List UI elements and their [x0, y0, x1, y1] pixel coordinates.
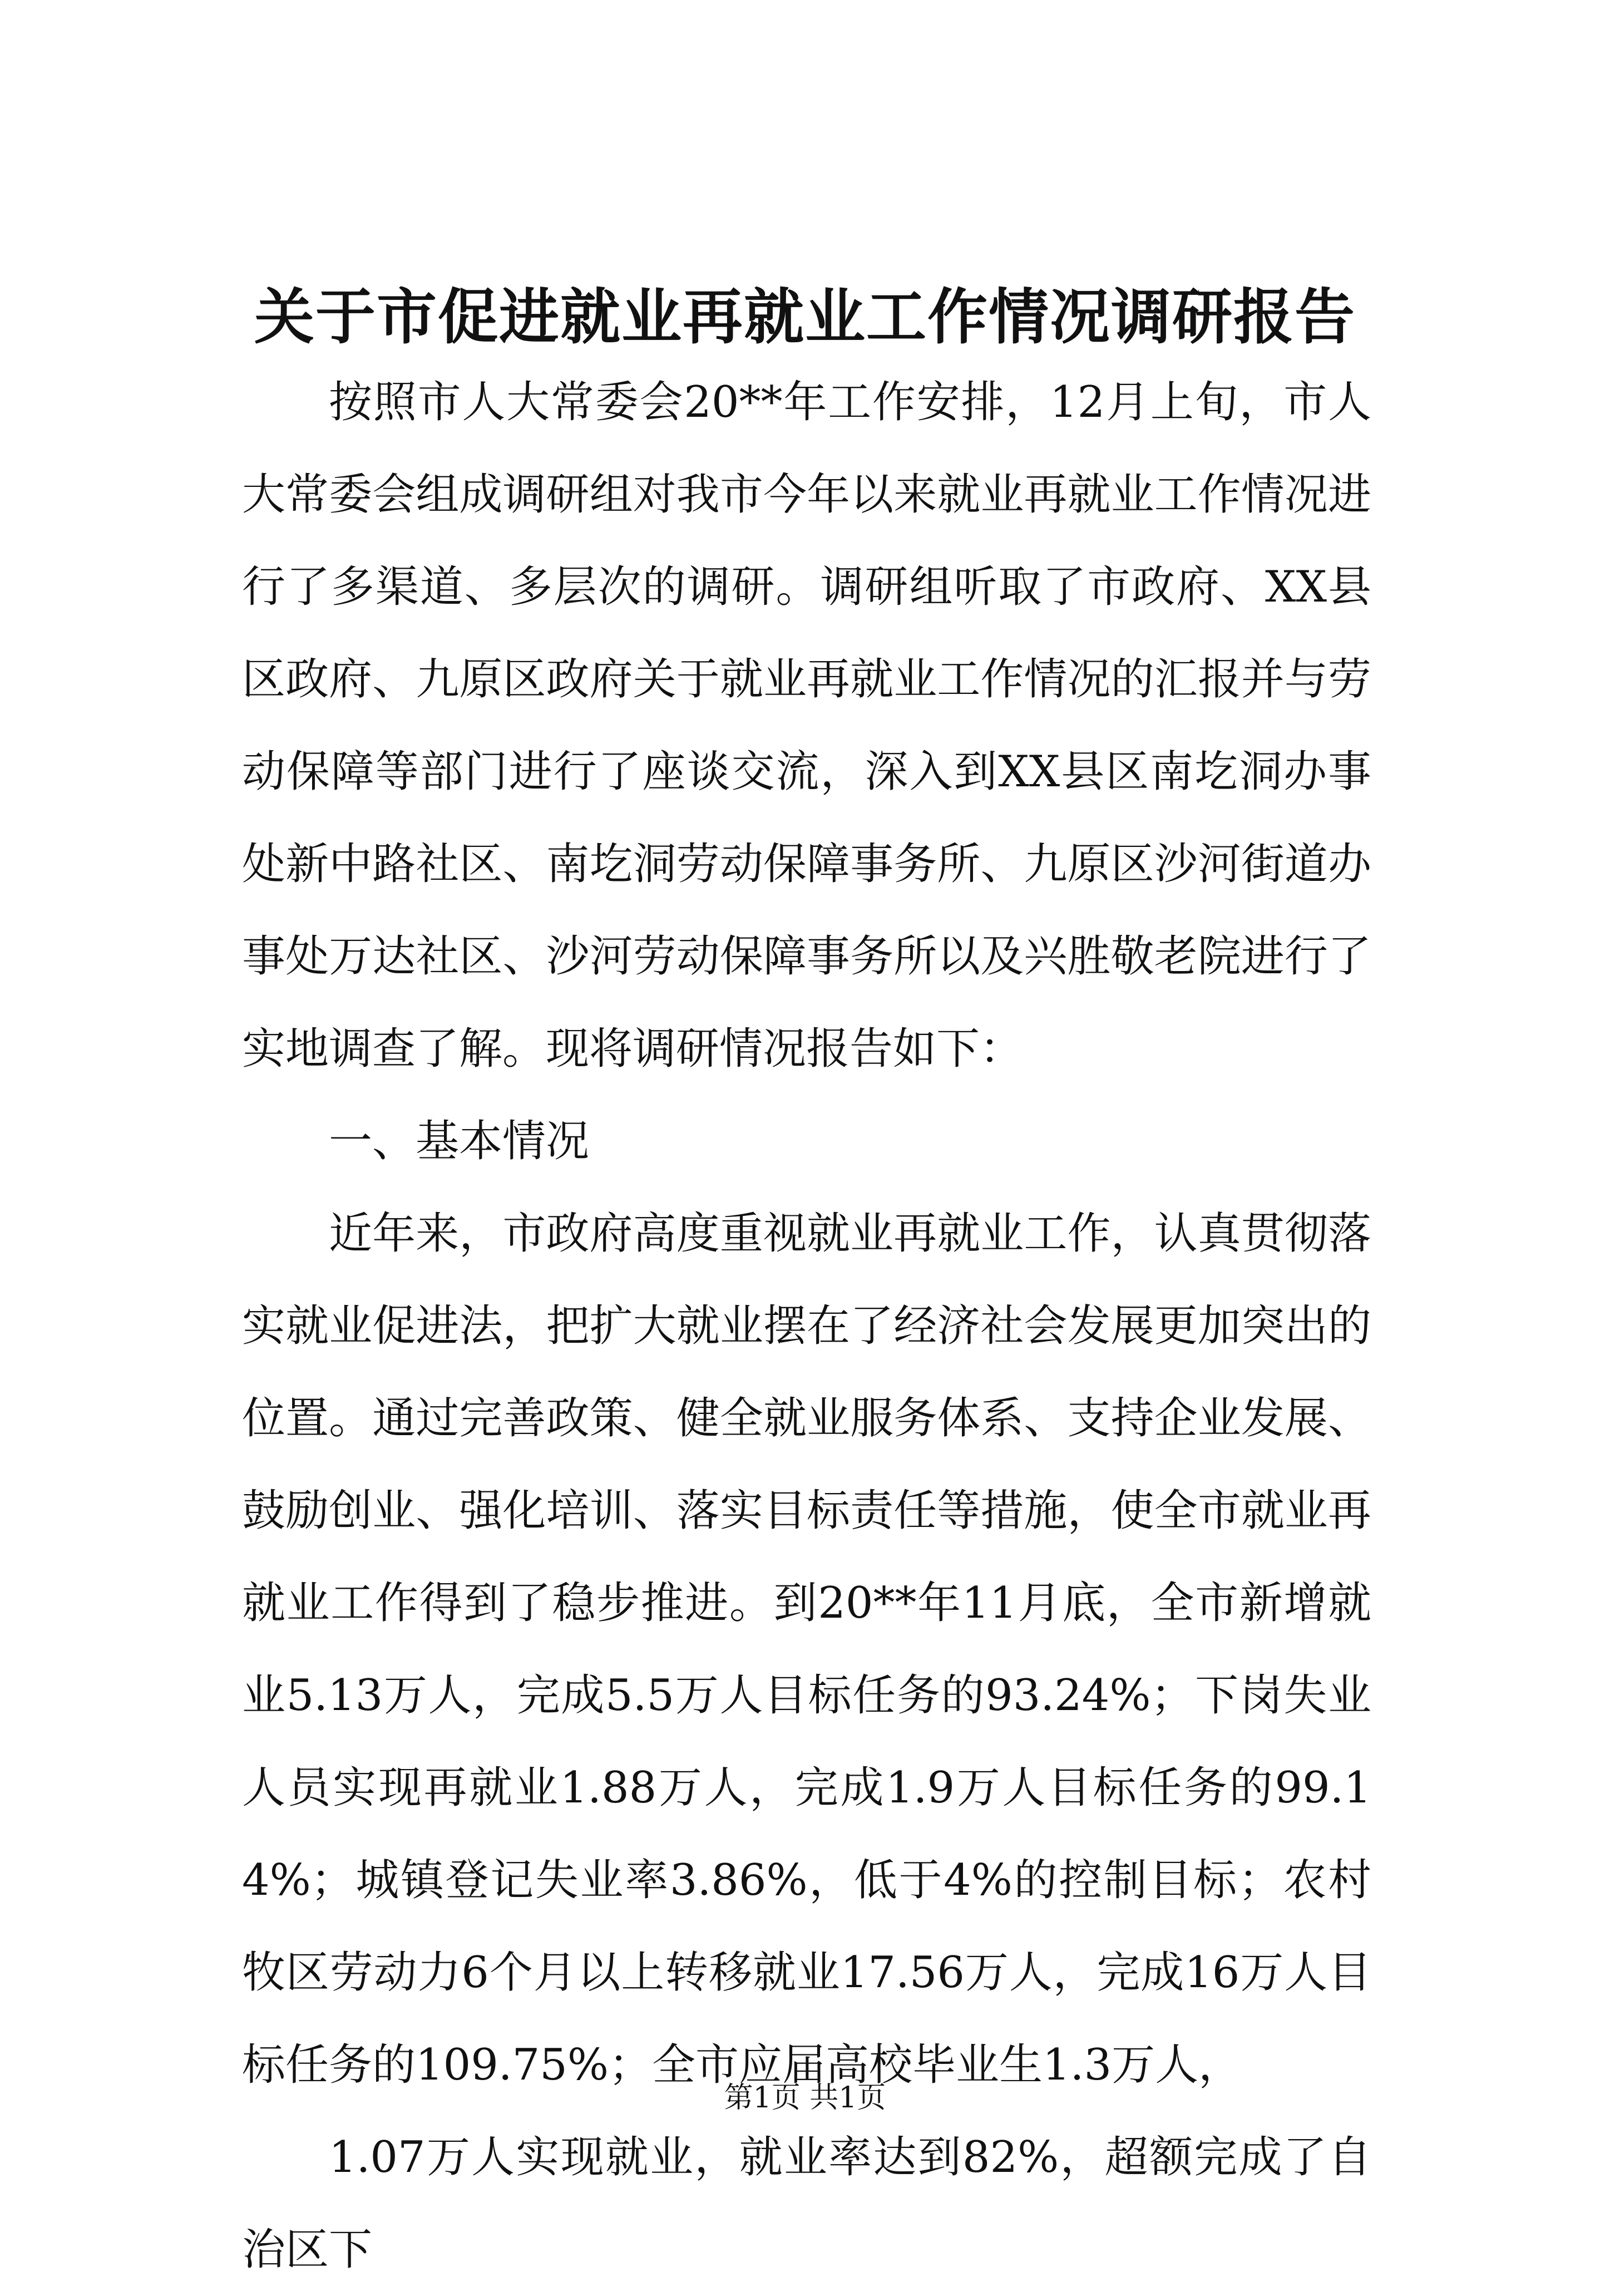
page-number-footer: 第1页 共1页 [724, 2081, 886, 2115]
paragraph-basic-situation: 近年来，市政府高度重视就业再就业工作，认真贯彻落实就业促进法，把扩大就业摆在了经济社会发展更加突出的位置。通过完善政策、健全就业服务体系、支持企业发展、鼓励创业、强化培训、落实目标责任等措施，使全市就业再就业工作得到了稳步推进。到20**年11月底，全市新增就业5.13万人，完成5.5万人目标任务的93.24%；下岗失业人员实现再就业1.88万人，完成1.9万人目标任务的99.14%；城镇登记失业率3.86%，低于4%的控制目标；农村牧区劳动力6个月以上转移就业17.56万人，完成16万人目标任务的109.75%；全市应届高校毕业生1.3万人， [242, 1209, 1371, 2090]
section-heading-basic-situation: 一、基本情况 [329, 1116, 590, 1166]
paragraph-continuation: 1.07万人实现就业，就业率达到82%，超额完成了自治区下 [242, 2132, 1371, 2275]
document-title: 关于市促进就业再就业工作情况调研报告 [254, 282, 1356, 352]
paragraph-intro: 按照市人大常委会20**年工作安排，12月上旬，市人大常委会组成调研组对我市今年以来就业再就业工作情况进行了多渠道、多层次的调研。调研组听取了市政府、XX县区政府、九原区政府关于就业再就业工作情况的汇报并与劳动保障等部门进行了座谈交流，深入到XX县区南圪洞办事处新中路社区、南圪洞劳动保障事务所、九原区沙河街道办事处万达社区、沙河劳动保障事务所以及兴胜敬老院进行了实地调查了解。现将调研情况报告如下： [242, 377, 1371, 1074]
document-body [242, 356, 1371, 2296]
